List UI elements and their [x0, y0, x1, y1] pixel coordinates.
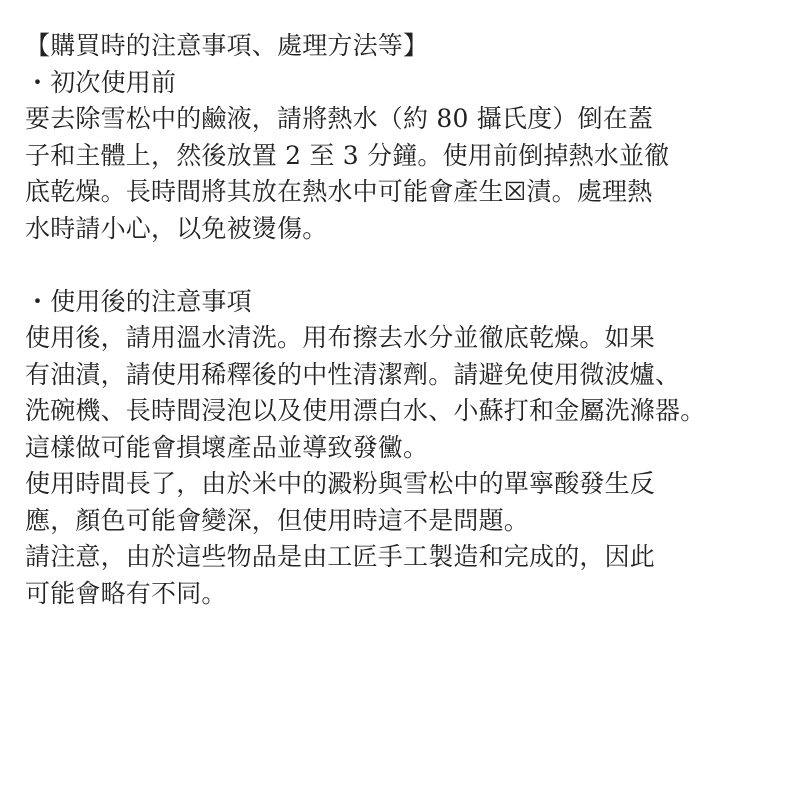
section-title-after-use: ・使用後的注意事項 — [25, 286, 252, 316]
notice-heading: 【購買時的注意事項、處理方法等】 — [25, 31, 429, 60]
paragraph-line: 應，顏色可能會變深，但使用時這不是問題。 — [25, 505, 530, 535]
paragraph-line: 水時請小心，以免被燙傷。 — [25, 213, 328, 243]
paragraph-line: 可能會略有不同。 — [25, 578, 227, 608]
product-care-notice — [25, 28, 795, 612]
paragraph-line: 底乾燥。長時間將其放在熱水中可能會產生☒漬。處理熱 — [25, 177, 653, 206]
paragraph-line: 子和主體上，然後放置 2 至 3 分鐘。使用前倒掉熱水並徹 — [25, 140, 670, 170]
paragraph-line: 洗碗機、長時間浸泡以及使用漂白水、小蘇打和金屬洗滌器。 — [25, 396, 706, 425]
paragraph-line: 使用後，請用溫水清洗。用布擦去水分並徹底乾燥。如果 — [25, 323, 656, 352]
section-title-before-first-use: ・初次使用前 — [25, 67, 177, 97]
paragraph-line: 使用時間長了，由於米中的澱粉與雪松中的單寧酸發生反 — [25, 469, 656, 498]
paragraph-line: 這樣做可能會損壞產品並導致發黴。 — [25, 432, 429, 462]
paragraph-line: 有油漬，請使用稀釋後的中性清潔劑。請避免使用微波爐、 — [25, 359, 681, 389]
section-spacer — [25, 247, 795, 284]
paragraph-line: 請注意，由於這些物品是由工匠手工製造和完成的，因此 — [25, 542, 656, 571]
paragraph-line: 要去除雪松中的鹼液，請將熱水（約 80 攝氏度）倒在蓋 — [25, 104, 654, 133]
